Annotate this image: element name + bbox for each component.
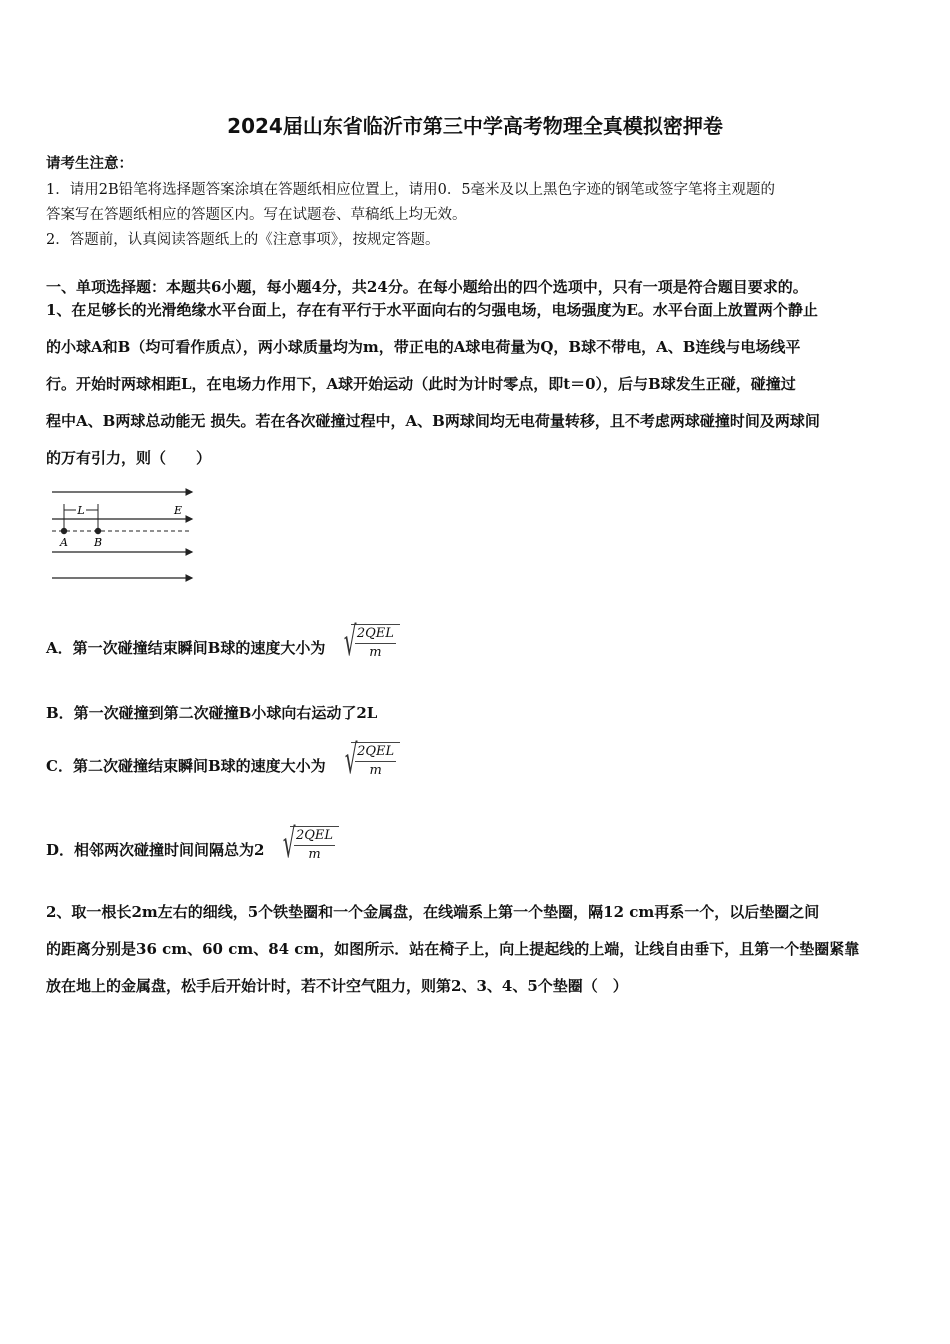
- fraction: [351, 624, 400, 662]
- sqrt-expression: [270, 821, 339, 867]
- page-title: 2024届山东省临沂市第三中学高考物理全真模拟密押卷: [227, 114, 723, 138]
- section-heading: 一、单项选择题：本题共6小题，每小题4分，共24分。在每小题给出的四个选项中，只有一项是符合题目要求的。: [46, 278, 808, 296]
- notice-item-1-line-2: 答案写在答题纸相应的答题区内。写在试题卷、草稿纸上均无效。: [46, 207, 467, 223]
- option-b: [46, 702, 377, 723]
- fraction: [290, 826, 339, 864]
- question-2-line: 2、取一根长2m左右的细线，5个铁垫圈和一个金属盘，在线端系上第一个垫圈，隔12 cm再系一个，以后垫圈之间: [46, 903, 820, 921]
- radical-icon: √: [283, 821, 296, 867]
- option-c: [46, 737, 400, 783]
- notice-item-1-line-1: 1．请用2B铅笔将选择题答案涂填在答题纸相应位置上，请用0．5毫米及以上黑色字迹的钢笔或签字笔将主观题的: [46, 182, 776, 198]
- denominator: m: [308, 847, 321, 862]
- question-1-line: 的小球A和B（均可看作质点），两小球质量均为m，带正电的A球电荷量为Q，B球不带电，A、B连线与电场线平: [46, 338, 801, 356]
- question-2-line: 放在地上的金属盘，松手后开始计时，若不计空气阻力，则第2、3、4、5个垫圈（ ）: [46, 977, 628, 995]
- numerator: 2QEL: [355, 625, 396, 644]
- sqrt-expression: [332, 737, 401, 783]
- question-1-stem: [46, 292, 904, 477]
- label-l: L: [77, 504, 85, 517]
- electric-field-diagram: [50, 484, 200, 584]
- label-e: E: [173, 504, 183, 517]
- option-d-text: D．相邻两次碰撞时间间隔总为2: [46, 841, 265, 859]
- sqrt-expression: [331, 619, 400, 665]
- option-d: [46, 821, 339, 867]
- radical-icon: √: [344, 619, 357, 665]
- option-a-text: A．第一次碰撞结束瞬间B球的速度大小为: [46, 639, 326, 657]
- option-b-text: B．第一次碰撞到第二次碰撞B小球向右运动了2L: [46, 704, 378, 722]
- option-c-text: C．第二次碰撞结束瞬间B球的速度大小为: [46, 757, 326, 775]
- fraction: [351, 742, 400, 780]
- ball-a: [61, 528, 67, 534]
- option-a: [46, 619, 400, 665]
- question-1-line: 行。开始时两球相距L，在电场力作用下，A球开始运动（此时为计时零点，即t＝0），后与B球发生正碰，碰撞过: [46, 375, 796, 393]
- radical-icon: √: [344, 737, 358, 783]
- question-1-line: 的万有引力，则（ ）: [46, 449, 212, 467]
- label-a: A: [60, 536, 68, 549]
- numerator: 2QEL: [355, 743, 396, 762]
- question-2-line: 的距离分别是36 cm、60 cm、84 cm，如图所示．站在椅子上，向上提起线的上端，让线自由垂下，且第一个垫圈紧靠: [46, 940, 860, 958]
- ball-b: [95, 528, 101, 534]
- question-1-line: 1、在足够长的光滑绝缘水平台面上，存在有平行于水平面向右的匀强电场，电场强度为E。水平台面上放置两个静止: [46, 301, 818, 319]
- denominator: m: [369, 763, 382, 778]
- notice-heading: 请考生注意：: [46, 155, 133, 172]
- notice-item-2: 2．答题前，认真阅读答题纸上的《注意事项》，按规定答题。: [46, 232, 440, 248]
- label-b: B: [93, 536, 103, 549]
- denominator: m: [369, 645, 382, 660]
- question-2-stem: [46, 894, 904, 1005]
- numerator: 2QEL: [294, 827, 335, 846]
- question-1-line: 程中A、B两球总动能无 损失。若在各次碰撞过程中，A、B两球间均无电荷量转移，且不考虑两球碰撞时间及两球间: [46, 412, 820, 430]
